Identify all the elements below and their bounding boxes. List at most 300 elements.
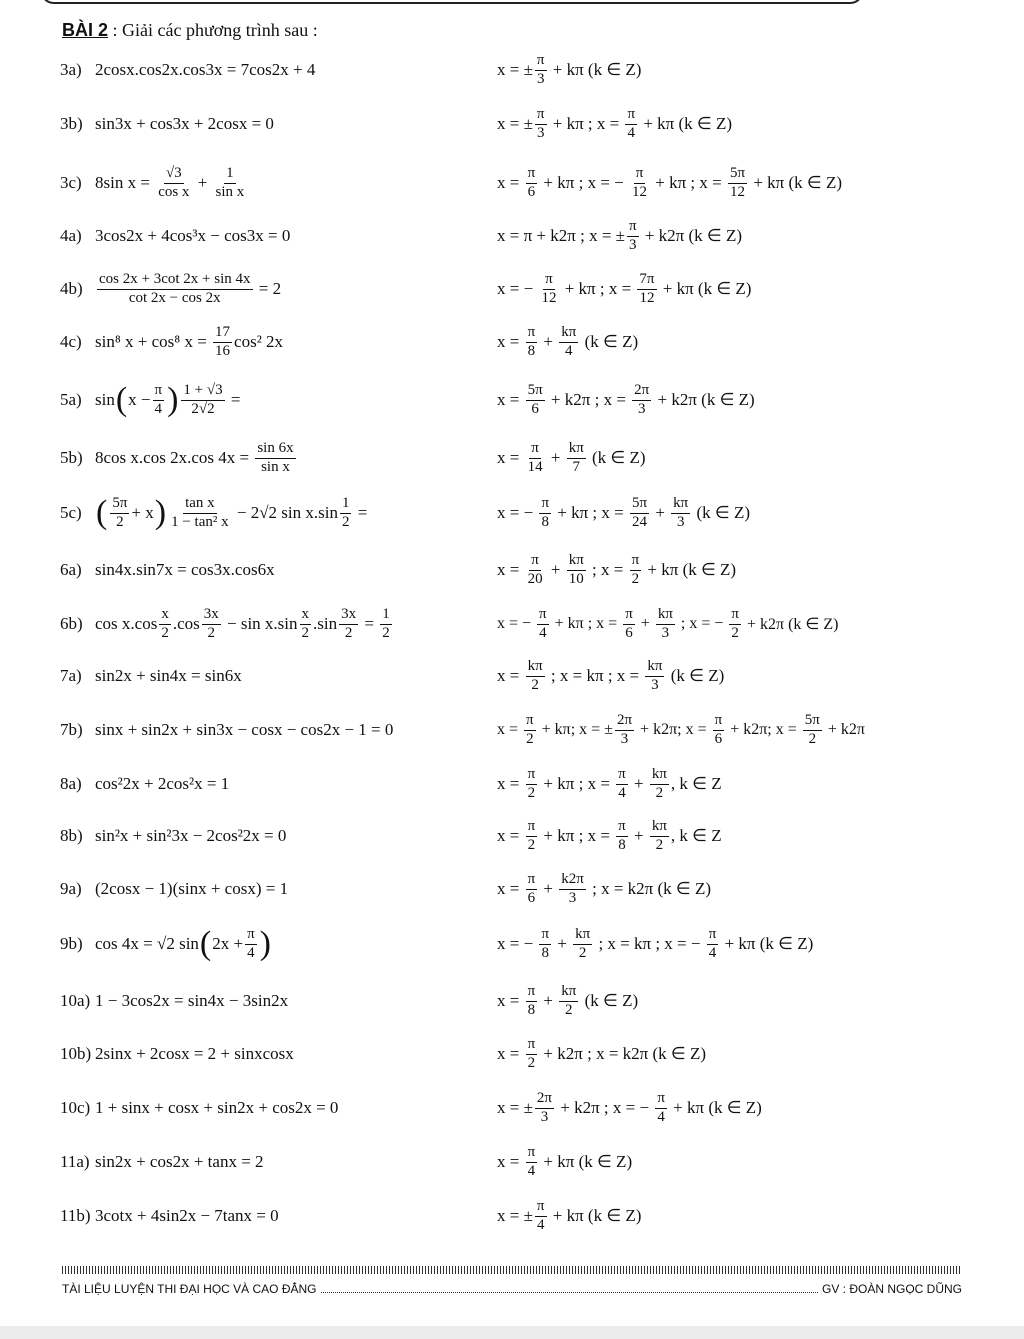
problem-equation: [95, 226, 290, 246]
answer-text: + k2π ; x = k2π (k ∈ Z): [539, 1044, 707, 1063]
answer-fraction: [559, 324, 578, 360]
answer-text: +: [539, 879, 558, 898]
problem-answer: [497, 218, 742, 254]
answer-fraction: [650, 818, 669, 854]
answer-fraction: [526, 871, 538, 907]
answer-fraction-denominator: 12: [730, 183, 746, 200]
answer-fraction: [729, 606, 741, 642]
answer-text: x =: [497, 879, 524, 898]
problem-equation: [95, 382, 245, 418]
answer-text: + kπ (k ∈ Z): [643, 560, 737, 579]
equation-fraction-numerator: 1 + √3: [181, 382, 224, 400]
answer-fraction-numerator: π: [537, 606, 549, 624]
answer-text: + kπ (k ∈ Z): [658, 279, 752, 298]
footer-left: TÀI LIỆU LUYỆN THI ĐẠI HỌC VÀ CAO ĐẲNG: [62, 1282, 317, 1296]
problem-equation: [95, 165, 248, 201]
answer-fraction-numerator: 7π: [637, 271, 656, 289]
footer: [62, 1282, 962, 1296]
answer-text: + kπ ; x = −: [539, 173, 628, 192]
answer-fraction-denominator: 2: [527, 1054, 536, 1071]
answer-fraction-denominator: 8: [527, 1001, 536, 1018]
answer-fraction: [535, 1090, 554, 1126]
problem-answer: [497, 871, 711, 907]
answer-text: +: [539, 991, 558, 1010]
problem-equation: [95, 114, 274, 134]
equation-fraction-numerator: x: [159, 606, 171, 624]
problem-label: 6b): [60, 614, 83, 633]
left-paren: (: [199, 925, 212, 962]
problem-row: [0, 50, 1024, 90]
answer-text: +: [629, 826, 648, 845]
paren-fraction: [110, 495, 129, 531]
paren-fraction-denominator: 4: [247, 944, 255, 961]
answer-text: (k ∈ Z): [580, 991, 639, 1010]
answer-text: + k2π (k ∈ Z): [640, 226, 742, 245]
problem-row: [0, 1034, 1024, 1074]
answer-fraction-numerator: π: [630, 552, 642, 570]
problem-label: 11b): [60, 1206, 91, 1225]
answer-text: x = π + k2π ; x = ±: [497, 226, 625, 245]
problem-answer: [497, 324, 638, 360]
answer-fraction-numerator: kπ: [671, 495, 690, 513]
answer-fraction-denominator: 4: [536, 1216, 545, 1233]
paren-text: + x: [131, 503, 154, 522]
problem-equation: [95, 324, 283, 360]
answer-fraction-numerator: π: [526, 1144, 538, 1162]
answer-text: x = ±: [497, 114, 533, 133]
problem-label: 11a): [60, 1152, 90, 1171]
problem-equation: [95, 991, 288, 1011]
equation-text: cos² 2x: [234, 332, 284, 351]
answer-text: x =: [497, 390, 524, 409]
answer-fraction-denominator: 24: [632, 513, 648, 530]
answer-text: x =: [497, 1152, 524, 1171]
problem-answer: [497, 271, 751, 307]
answer-fraction-numerator: π: [526, 818, 538, 836]
answer-fraction-denominator: 4: [565, 342, 573, 359]
problem-label: 8b): [60, 826, 83, 845]
answer-fraction-numerator: π: [713, 712, 725, 730]
answer-fraction: [526, 165, 538, 201]
answer-fraction-numerator: 5π: [526, 382, 545, 400]
problem-row: [0, 1142, 1024, 1182]
equation-fraction: [181, 382, 224, 418]
answer-fraction: [630, 495, 649, 531]
problem-answer: [497, 1198, 641, 1234]
answer-fraction-numerator: kπ: [526, 658, 545, 676]
answer-text: (k ∈ Z): [692, 503, 751, 522]
bottom-band: [0, 1326, 1024, 1339]
equation-text: sin2x + sin4x = sin6x: [95, 666, 242, 685]
answer-text: ; x = −: [676, 615, 728, 632]
answer-fraction-numerator: 2π: [632, 382, 651, 400]
answer-fraction-denominator: 14: [527, 458, 543, 475]
answer-text: x =: [497, 1044, 524, 1063]
answer-fraction: [526, 766, 538, 802]
answer-fraction-denominator: 3: [568, 889, 577, 906]
problem-label: 3a): [60, 60, 82, 79]
answer-fraction: [655, 1090, 667, 1126]
answer-text: + kπ (k ∈ Z): [749, 173, 842, 192]
equation-text: +: [193, 173, 212, 192]
answer-fraction: [559, 871, 586, 907]
problem-answer: [497, 983, 638, 1019]
answer-text: x =: [497, 666, 524, 685]
equation-fraction-denominator: 2: [161, 624, 169, 641]
answer-text: + kπ ; x =: [651, 173, 726, 192]
answer-text: x =: [497, 560, 524, 579]
answer-text: x = −: [497, 503, 538, 522]
right-paren: ): [167, 381, 179, 418]
equation-text: sin: [95, 390, 115, 409]
section-instruction: : Giải các phương trình sau :: [108, 20, 318, 40]
answer-text: ; x = k2π (k ∈ Z): [587, 879, 712, 898]
answer-fraction-numerator: kπ: [650, 766, 669, 784]
equation-text: sin4x.sin7x = cos3x.cos6x: [95, 560, 275, 579]
problem-equation: [95, 606, 394, 642]
footer-right: GV : ĐOÀN NGỌC DŨNG: [821, 1282, 962, 1296]
answer-fraction: [539, 271, 558, 307]
problem-label: 8a): [60, 774, 82, 793]
answer-fraction-denominator: 3: [637, 400, 646, 417]
problem-label: 10c): [60, 1098, 91, 1117]
answer-fraction-numerator: π: [535, 106, 547, 124]
paren-fraction-numerator: 5π: [110, 495, 129, 513]
equation-text: sin3x + cos3x + 2cosx = 0: [95, 114, 274, 133]
problem-row: [0, 269, 1024, 309]
answer-text: x = ±: [497, 1206, 533, 1225]
answer-fraction-denominator: 8: [618, 836, 626, 853]
problem-answer: [497, 926, 813, 962]
equation-text: 1 − 3cos2x = sin4x − 3sin2x: [95, 991, 289, 1010]
equation-fraction-numerator: 3x: [339, 606, 358, 624]
equation-fraction-denominator: 2: [301, 624, 310, 641]
problem-label: 10a): [60, 991, 91, 1010]
problem-row: [0, 764, 1024, 804]
answer-fraction: [539, 926, 551, 962]
equation-fraction: [202, 606, 221, 642]
problem-answer: [497, 1036, 706, 1072]
answer-text: + k2π ; x = −: [556, 1098, 654, 1117]
answer-text: + k2π ; x =: [546, 390, 631, 409]
answer-fraction-numerator: π: [524, 712, 536, 730]
equation-text: sin²x + sin²3x − 2cos²2x = 0: [95, 826, 287, 845]
answer-fraction-denominator: 4: [627, 124, 636, 141]
paren-fraction-denominator: 4: [154, 400, 163, 417]
problem-equation: [95, 666, 242, 686]
answer-text: x =: [497, 332, 524, 351]
answer-text: ; x = kπ ; x =: [546, 666, 644, 685]
answer-fraction-numerator: π: [539, 926, 551, 944]
answer-text: x =: [497, 448, 524, 467]
equation-fraction-denominator: cos x: [158, 183, 190, 200]
answer-fraction: [803, 712, 822, 748]
answer-text: +: [636, 615, 654, 632]
answer-fraction: [567, 552, 586, 588]
answer-fraction-numerator: π: [526, 983, 538, 1001]
problem-label: 9a): [60, 879, 82, 898]
answer-fraction-denominator: 2: [565, 1001, 573, 1018]
answer-fraction-numerator: π: [529, 440, 541, 458]
problem-row: [0, 104, 1024, 144]
answer-fraction: [728, 165, 747, 201]
equation-text: 8cos x.cos 2x.cos 4x =: [95, 448, 254, 467]
equation-fraction-numerator: 3x: [202, 606, 221, 624]
equation-text: sinx + sin2x + sin3x − cosx − cos2x − 1 = 0: [95, 720, 394, 739]
problem-equation: [95, 1206, 279, 1226]
problem-row: [0, 322, 1024, 362]
problem-answer: [497, 606, 838, 642]
footer-rule: [62, 1266, 962, 1274]
problem-answer: [497, 1090, 762, 1126]
answer-fraction-denominator: 2: [531, 676, 539, 693]
answer-text: + kπ (k ∈ Z): [548, 1206, 642, 1225]
equation-fraction-denominator: 2: [341, 513, 350, 530]
answer-fraction: [535, 52, 547, 88]
answer-text: x =: [497, 991, 524, 1010]
problem-label: 7b): [60, 720, 83, 739]
answer-fraction-denominator: 3: [536, 124, 545, 141]
answer-fraction-numerator: π: [623, 606, 635, 624]
answer-text: + kπ ; x =: [550, 615, 622, 632]
answer-fraction-denominator: 3: [676, 513, 685, 530]
problem-row: [0, 710, 1024, 750]
problem-equation: [95, 271, 281, 307]
answer-text: x =: [497, 721, 523, 738]
answer-fraction-denominator: 2: [631, 570, 640, 587]
answer-fraction-numerator: π: [634, 165, 646, 183]
problem-label: 4a): [60, 226, 82, 245]
problem-equation: [95, 720, 393, 740]
equation-fraction-numerator: sin 6x: [255, 440, 295, 458]
paren-fraction: [153, 382, 165, 418]
paren-text: x −: [128, 390, 151, 409]
problem-row: [0, 656, 1024, 696]
answer-text: x = −: [497, 615, 536, 632]
equation-text: sin⁸ x + cos⁸ x =: [95, 332, 212, 351]
answer-fraction-denominator: 4: [618, 784, 626, 801]
section-number: BÀI 2: [62, 20, 109, 40]
answer-fraction: [526, 552, 545, 588]
answer-fraction: [632, 382, 651, 418]
answer-fraction-denominator: 8: [541, 944, 549, 961]
problem-equation: [95, 440, 298, 476]
answer-fraction-denominator: 12: [639, 289, 655, 306]
answer-text: , k ∈ Z: [670, 774, 722, 793]
equation-fraction: [169, 495, 231, 531]
problem-answer: [497, 766, 722, 802]
equation-text: cos²2x + 2cos²x = 1: [95, 774, 230, 793]
answer-fraction: [526, 324, 538, 360]
problem-answer: [497, 165, 842, 201]
problem-row: [0, 816, 1024, 856]
answer-text: x =: [497, 173, 524, 192]
answer-fraction-numerator: π: [526, 1036, 538, 1054]
answer-fraction-numerator: kπ: [559, 324, 578, 342]
answer-fraction-denominator: 6: [527, 183, 536, 200]
answer-fraction-numerator: kπ: [645, 658, 664, 676]
answer-fraction-denominator: 8: [541, 513, 549, 530]
problem-answer: [497, 658, 724, 694]
answer-text: ; x = kπ ; x = −: [594, 934, 705, 953]
answer-fraction-denominator: 2: [578, 944, 587, 961]
problem-label: 5c): [60, 503, 82, 522]
equation-fraction-denominator: cot 2x − cos 2x: [128, 289, 221, 306]
equation-fraction: [214, 165, 247, 201]
answer-text: + kπ ; x =: [553, 503, 628, 522]
problem-answer: [497, 552, 736, 588]
answer-fraction-denominator: 3: [536, 70, 545, 87]
equation-fraction: [97, 271, 253, 307]
answer-fraction: [526, 1036, 538, 1072]
problem-answer: [497, 818, 722, 854]
answer-fraction-denominator: 4: [539, 624, 547, 641]
equation-fraction: [159, 606, 171, 642]
answer-fraction-denominator: 6: [527, 889, 536, 906]
answer-fraction-numerator: π: [655, 1090, 667, 1108]
equation-text: 3cos2x + 4cos³x − cos3x = 0: [95, 226, 291, 245]
equation-fraction: [213, 324, 232, 360]
problem-row: [0, 924, 1024, 964]
answer-fraction: [707, 926, 719, 962]
answer-fraction-denominator: 6: [714, 730, 723, 747]
answer-fraction-numerator: π: [526, 766, 538, 784]
equation-text: =: [360, 614, 379, 633]
section-title: [62, 20, 318, 41]
problem-label: 3b): [60, 114, 83, 133]
answer-fraction-numerator: π: [625, 106, 637, 124]
problem-row: [0, 216, 1024, 256]
answer-text: + kπ (k ∈ Z): [668, 1098, 762, 1117]
answer-text: + kπ (k ∈ Z): [548, 60, 642, 79]
answer-fraction: [526, 1144, 538, 1180]
equation-text: =: [353, 503, 372, 522]
equation-text: (2cosx − 1)(sinx + cosx) = 1: [95, 879, 289, 898]
problem-answer: [497, 1144, 632, 1180]
paren-fraction: [245, 926, 257, 962]
answer-fraction: [567, 440, 586, 476]
footer-dots: [321, 1282, 818, 1293]
answer-fraction-numerator: π: [529, 552, 541, 570]
answer-fraction-numerator: 5π: [630, 495, 649, 513]
answer-fraction-denominator: 12: [541, 289, 557, 306]
equation-fraction: [339, 606, 358, 642]
problem-label: 6a): [60, 560, 82, 579]
problem-equation: [95, 826, 286, 846]
equation-text: 1 + sinx + cosx + sin2x + cos2x = 0: [95, 1098, 339, 1117]
answer-text: x =: [497, 774, 524, 793]
answer-fraction-denominator: 3: [629, 236, 637, 253]
answer-fraction-denominator: 20: [527, 570, 543, 587]
equation-fraction-denominator: 16: [215, 342, 231, 359]
equation-text: 2cosx.cos2x.cos3x = 7cos2x + 4: [95, 60, 316, 79]
answer-fraction-numerator: kπ: [559, 983, 578, 1001]
problem-label: 5b): [60, 448, 83, 467]
equation-fraction: [300, 606, 312, 642]
problem-row: [0, 493, 1024, 533]
problem-answer: [497, 106, 732, 142]
answer-fraction: [559, 983, 578, 1019]
equation-text: =: [226, 390, 245, 409]
equation-text: cos x.cos: [95, 614, 158, 633]
answer-text: (k ∈ Z): [666, 666, 725, 685]
answer-fraction-numerator: π: [539, 495, 551, 513]
answer-text: + kπ; x = ±: [537, 721, 613, 738]
answer-text: +: [629, 774, 648, 793]
left-paren: (: [115, 381, 128, 418]
answer-fraction-numerator: π: [729, 606, 741, 624]
answer-text: + kπ ; x =: [539, 774, 615, 793]
problem-equation: [95, 1098, 338, 1118]
answer-fraction: [627, 218, 639, 254]
answer-text: +: [546, 448, 565, 467]
answer-text: x = −: [497, 934, 538, 953]
paren-fraction-numerator: π: [153, 382, 165, 400]
answer-fraction-denominator: 3: [661, 624, 670, 641]
equation-fraction-numerator: cos 2x + 3cot 2x + sin 4x: [97, 271, 253, 289]
problem-equation: [95, 560, 275, 580]
problem-row: [0, 438, 1024, 478]
answer-text: + k2π; x =: [636, 721, 711, 738]
answer-fraction: [637, 271, 656, 307]
answer-text: + k2π; x =: [726, 721, 801, 738]
equation-fraction-denominator: 2: [207, 624, 215, 641]
problem-label: 9b): [60, 934, 83, 953]
answer-fraction-numerator: π: [707, 926, 719, 944]
equation-fraction-numerator: x: [300, 606, 312, 624]
equation-text: = 2: [254, 279, 282, 298]
equation-fraction-denominator: 2√2: [191, 400, 215, 417]
problem-equation: [95, 1044, 294, 1064]
answer-fraction-numerator: kπ: [567, 440, 586, 458]
answer-fraction: [623, 606, 635, 642]
problem-equation: [95, 774, 229, 794]
answer-fraction-numerator: π: [535, 52, 547, 70]
answer-text: x = ±: [497, 1098, 533, 1117]
equation-fraction-denominator: sin x: [261, 458, 290, 475]
problem-row: [0, 550, 1024, 590]
answer-text: + k2π (k ∈ Z): [653, 390, 755, 409]
answer-fraction-denominator: 7: [572, 458, 580, 475]
answer-fraction-denominator: 3: [620, 730, 629, 747]
answer-fraction-denominator: 2: [808, 730, 817, 747]
answer-text: ; x =: [587, 560, 628, 579]
answer-fraction-denominator: 2: [526, 730, 534, 747]
answer-fraction: [526, 818, 538, 854]
paren-text: 2x +: [212, 934, 244, 953]
answer-fraction-denominator: 12: [632, 183, 647, 200]
equation-text: 8sin x =: [95, 173, 155, 192]
problem-equation: [95, 926, 272, 962]
answer-fraction: [524, 712, 536, 748]
answer-fraction-numerator: kπ: [567, 552, 586, 570]
problem-row: [0, 869, 1024, 909]
answer-fraction-denominator: 2: [731, 624, 739, 641]
answer-fraction-numerator: 5π: [803, 712, 822, 730]
answer-fraction: [615, 712, 634, 748]
equation-fraction: [255, 440, 295, 476]
equation-text: 2sinx + 2cosx = 2 + sinxcosx: [95, 1044, 294, 1063]
paren-fraction-numerator: π: [245, 926, 257, 944]
equation-fraction-numerator: 1: [380, 606, 392, 624]
answer-fraction-numerator: π: [526, 324, 538, 342]
problem-equation: [95, 879, 288, 899]
left-paren: (: [96, 494, 108, 531]
answer-fraction: [539, 495, 551, 531]
answer-fraction-numerator: π: [526, 165, 538, 183]
equation-fraction-denominator: 2: [382, 624, 390, 641]
answer-text: x =: [497, 826, 524, 845]
